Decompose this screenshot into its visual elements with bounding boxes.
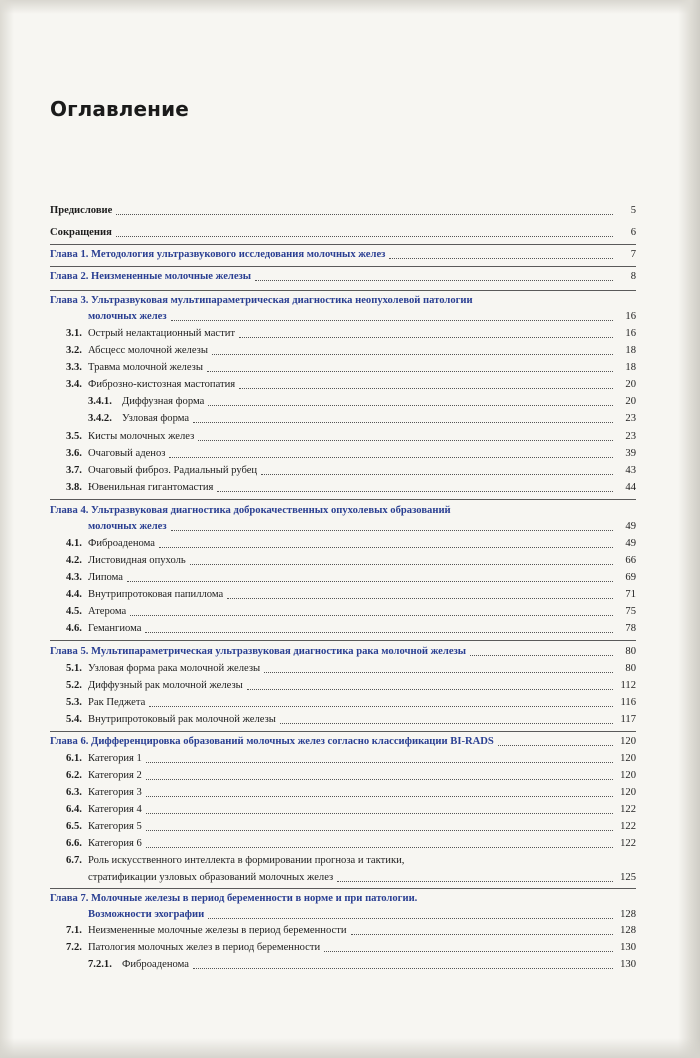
toc-section[interactable]	[66, 479, 636, 495]
toc-section[interactable]	[66, 852, 636, 868]
chapter-divider	[50, 266, 636, 267]
toc-chapter-7[interactable]	[50, 890, 636, 906]
toc-chapter-5[interactable]	[50, 643, 636, 659]
dot-leader	[389, 258, 613, 259]
toc-section-number: 7.1.	[66, 925, 82, 936]
toc-page-number: 75	[625, 606, 636, 617]
toc-page-number: 120	[620, 736, 636, 747]
dot-leader	[130, 615, 613, 616]
toc-page-number: 49	[625, 521, 636, 532]
toc-section[interactable]	[66, 603, 636, 619]
toc-section-number: 7.2.	[66, 942, 82, 953]
toc-page-number: 20	[625, 379, 636, 390]
toc-page-number: 122	[620, 804, 636, 815]
toc-chapter-title: Глава 3. Ультразвуковая мультипараметрическая диагностика неопухолевой патологии	[50, 295, 473, 306]
dot-leader	[280, 723, 613, 724]
toc-entry-text: Сокращения	[50, 227, 112, 238]
toc-section[interactable]	[66, 462, 636, 478]
toc-section-number: 3.5.	[66, 431, 82, 442]
dot-leader	[264, 672, 613, 673]
toc-subsection[interactable]	[88, 393, 636, 409]
toc-section-number: 5.4.	[66, 714, 82, 725]
toc-section-text: Узловая форма рака молочной железы	[88, 663, 261, 674]
toc-section-text: Категория 3	[88, 787, 142, 798]
toc-page-number: 122	[620, 821, 636, 832]
toc-section-text: Рак Педжета	[88, 697, 146, 708]
dot-leader	[208, 918, 613, 919]
toc-chapter-4[interactable]	[50, 502, 636, 518]
toc-entry-text: Предисловие	[50, 205, 113, 216]
toc-section[interactable]	[66, 569, 636, 585]
toc-section-number: 6.7.	[66, 855, 82, 866]
page-title: Оглавление	[50, 97, 189, 121]
toc-page-number: 120	[620, 787, 636, 798]
toc-page-number: 43	[625, 465, 636, 476]
dot-leader	[146, 847, 613, 848]
toc-page-number: 66	[625, 555, 636, 566]
toc-section-number: 6.3.	[66, 787, 82, 798]
dot-leader	[247, 689, 613, 690]
dot-leader	[337, 881, 613, 882]
toc-page-number: 116	[620, 697, 636, 708]
toc-section[interactable]	[66, 445, 636, 461]
toc-section-number: 6.4.	[66, 804, 82, 815]
toc-section-text: Атерома	[88, 606, 127, 617]
dot-leader	[146, 762, 613, 763]
toc-section[interactable]	[66, 552, 636, 568]
toc-section[interactable]	[66, 677, 636, 693]
toc-section-text: Патология молочных желез в период беременности	[88, 942, 321, 953]
dot-leader	[239, 388, 613, 389]
toc-page-number: 125	[620, 872, 636, 883]
toc-page-number: 23	[625, 413, 636, 424]
toc-section-text: Ювенильная гигантомастия	[88, 482, 214, 493]
toc-section[interactable]	[66, 818, 636, 834]
toc-section-number: 4.3.	[66, 572, 82, 583]
toc-section[interactable]	[66, 660, 636, 676]
toc-page-number: 8	[630, 271, 636, 282]
toc-section-text: Категория 2	[88, 770, 142, 781]
toc-section-text: Неизмененные молочные железы в период беременности	[88, 925, 347, 936]
toc-page-number: 80	[625, 663, 636, 674]
toc-section-number: 6.1.	[66, 753, 82, 764]
toc-chapter-title: Глава 7. Молочные железы в период беременности в норме и при патологии.	[50, 893, 418, 904]
toc-page-number: 117	[620, 714, 636, 725]
toc-section-text: Острый нелактационный мастит	[88, 328, 236, 339]
toc-page-number: 122	[620, 838, 636, 849]
toc-page-number: 128	[620, 925, 636, 936]
toc-page-number: 16	[625, 311, 636, 322]
toc-section[interactable]	[66, 922, 636, 938]
toc-section[interactable]	[66, 359, 636, 375]
toc-chapter-title: Глава 4. Ультразвуковая диагностика доброкачественных опухолевых образований	[50, 505, 451, 516]
toc-section-text: Листовидная опухоль	[88, 555, 186, 566]
toc-section-number: 7.2.1.	[88, 959, 112, 970]
toc-section-number: 3.7.	[66, 465, 82, 476]
toc-section[interactable]	[66, 801, 636, 817]
toc-section-number: 4.6.	[66, 623, 82, 634]
toc-section[interactable]	[66, 620, 636, 636]
toc-chapter-title: Глава 6. Дифференцировка образований молочных желез согласно классификации BI-RADS	[50, 736, 494, 747]
toc-section[interactable]	[66, 750, 636, 766]
dot-leader	[255, 280, 613, 281]
toc-entry-preface[interactable]	[50, 202, 636, 218]
toc-section-number: 3.1.	[66, 328, 82, 339]
toc-section-text: Категория 1	[88, 753, 142, 764]
chapter-divider	[50, 888, 636, 889]
toc-section[interactable]	[66, 535, 636, 551]
toc-section[interactable]	[66, 939, 636, 955]
dot-leader	[116, 236, 613, 237]
toc-section[interactable]	[66, 767, 636, 783]
toc-section-text: Гемангиома	[88, 623, 142, 634]
dot-leader	[193, 422, 613, 423]
toc-section-text: Категория 6	[88, 838, 142, 849]
dot-leader	[193, 968, 613, 969]
toc-page-number: 120	[620, 753, 636, 764]
chapter-divider	[50, 244, 636, 245]
toc-section[interactable]	[66, 784, 636, 800]
toc-section[interactable]	[66, 342, 636, 358]
toc-chapter-4-continued[interactable]	[50, 518, 636, 534]
toc-chapter-title: Глава 2. Неизмененные молочные железы	[50, 271, 252, 282]
toc-section-text: Категория 4	[88, 804, 142, 815]
chapter-divider	[50, 731, 636, 732]
dot-leader	[171, 530, 613, 531]
dot-leader	[190, 564, 613, 565]
toc-section-number: 4.2.	[66, 555, 82, 566]
toc-page-number: 130	[620, 942, 636, 953]
toc-entry-abbreviations[interactable]	[50, 224, 636, 240]
toc-section-text: Узловая форма	[122, 413, 190, 424]
dot-leader	[208, 405, 613, 406]
toc-section-number: 3.8.	[66, 482, 82, 493]
toc-section-text: Категория 5	[88, 821, 142, 832]
toc-section[interactable]	[66, 428, 636, 444]
toc-section-text: Внутрипротоковая папиллома	[88, 589, 224, 600]
toc-chapter-1[interactable]	[50, 246, 636, 262]
dot-leader	[324, 951, 613, 952]
toc-section-number: 3.2.	[66, 345, 82, 356]
toc-section[interactable]	[66, 376, 636, 392]
toc-section-number: 4.1.	[66, 538, 82, 549]
toc-section-number: 4.4.	[66, 589, 82, 600]
toc-section-number: 5.1.	[66, 663, 82, 674]
toc-page-number: 6	[630, 227, 636, 238]
toc-page-number: 7	[630, 249, 636, 260]
dot-leader	[227, 598, 613, 599]
toc-page-number: 78	[625, 623, 636, 634]
toc-chapter-title-continued: молочных желез	[88, 311, 167, 322]
dot-leader	[146, 813, 613, 814]
toc-section-text: Травма молочной железы	[88, 362, 203, 373]
toc-section-number: 3.4.1.	[88, 396, 112, 407]
toc-section-text: Фиброаденома	[122, 959, 189, 970]
dot-leader	[169, 457, 613, 458]
dot-leader	[146, 779, 613, 780]
toc-section[interactable]	[66, 694, 636, 710]
toc-page-number: 44	[625, 482, 636, 493]
toc-page-number: 18	[625, 362, 636, 373]
toc-section-text: Кисты молочных желез	[88, 431, 195, 442]
toc-chapter-2[interactable]	[50, 268, 636, 284]
dot-leader	[261, 474, 613, 475]
toc-chapter-7-continued[interactable]	[50, 906, 636, 922]
dot-leader	[149, 706, 613, 707]
toc-subsection[interactable]	[88, 410, 636, 426]
toc-chapter-title: Глава 1. Методология ультразвукового исследования молочных желез	[50, 249, 386, 260]
toc-section-text: Очаговый фиброз. Радиальный рубец	[88, 465, 258, 476]
toc-page-number: 71	[625, 589, 636, 600]
dot-leader	[207, 371, 613, 372]
toc-page-number: 18	[625, 345, 636, 356]
toc-section-number: 4.5.	[66, 606, 82, 617]
toc-section-text: Внутрипротоковый рак молочной железы	[88, 714, 276, 725]
dot-leader	[146, 830, 613, 831]
toc-page-number: 39	[625, 448, 636, 459]
toc-subsection[interactable]	[88, 956, 636, 972]
toc-section-number: 3.4.	[66, 379, 82, 390]
toc-section-text: Липома	[88, 572, 123, 583]
chapter-divider	[50, 499, 636, 500]
toc-section-number: 5.3.	[66, 697, 82, 708]
toc-section-text: Фиброаденома	[88, 538, 155, 549]
toc-page-number: 120	[620, 770, 636, 781]
toc-section-number: 5.2.	[66, 680, 82, 691]
toc-page-number: 112	[620, 680, 636, 691]
toc-section-text: Абсцесс молочной железы	[88, 345, 208, 356]
dot-leader	[351, 934, 613, 935]
toc-chapter-3-continued[interactable]	[50, 308, 636, 324]
toc-section-number: 6.2.	[66, 770, 82, 781]
dot-leader	[116, 214, 613, 215]
toc-chapter-3[interactable]	[50, 292, 636, 308]
dot-leader	[217, 491, 613, 492]
dot-leader	[146, 796, 613, 797]
toc-chapter-title-continued: Возможности эхографии	[88, 909, 205, 920]
chapter-divider	[50, 290, 636, 291]
toc-section[interactable]	[66, 325, 636, 341]
toc-page-number: 16	[625, 328, 636, 339]
toc-page-number: 130	[620, 959, 636, 970]
dot-leader	[171, 320, 613, 321]
toc-page-number: 80	[625, 646, 636, 657]
toc-chapter-6[interactable]	[50, 733, 636, 749]
dot-leader	[470, 655, 613, 656]
dot-leader	[198, 440, 613, 441]
toc-section-text: Диффузный рак молочной железы	[88, 680, 243, 691]
toc-section-number: 3.4.2.	[88, 413, 112, 424]
toc-page-number: 23	[625, 431, 636, 442]
toc-section-text: Диффузная форма	[122, 396, 205, 407]
dot-leader	[127, 581, 613, 582]
toc-section[interactable]	[66, 586, 636, 602]
dot-leader	[212, 354, 613, 355]
toc-section-text: Фиброзно-кистозная мастопатия	[88, 379, 236, 390]
toc-section[interactable]	[66, 711, 636, 727]
toc-page-number: 69	[625, 572, 636, 583]
toc-section[interactable]	[66, 835, 636, 851]
toc-chapter-title: Глава 5. Мультипараметрическая ультразвуковая диагностика рака молочной железы	[50, 646, 467, 657]
toc-page-number: 128	[620, 909, 636, 920]
dot-leader	[239, 337, 613, 338]
toc-section-text: Очаговый аденоз	[88, 448, 166, 459]
dot-leader	[145, 632, 613, 633]
toc-section-number: 6.5.	[66, 821, 82, 832]
toc-page-number: 20	[625, 396, 636, 407]
toc-section-text: Роль искусственного интеллекта в формировании прогноза и тактики,	[88, 855, 405, 866]
toc-section-continued[interactable]	[66, 869, 636, 885]
toc-section-text-continued: стратификации узловых образований молочных желез	[88, 872, 334, 883]
dot-leader	[159, 547, 613, 548]
toc-chapter-title-continued: молочных желез	[88, 521, 167, 532]
chapter-divider	[50, 640, 636, 641]
toc-section-number: 3.3.	[66, 362, 82, 373]
toc-section-number: 6.6.	[66, 838, 82, 849]
dot-leader	[498, 745, 613, 746]
toc-page-number: 5	[630, 205, 636, 216]
toc-section-number: 3.6.	[66, 448, 82, 459]
toc-page-number: 49	[625, 538, 636, 549]
